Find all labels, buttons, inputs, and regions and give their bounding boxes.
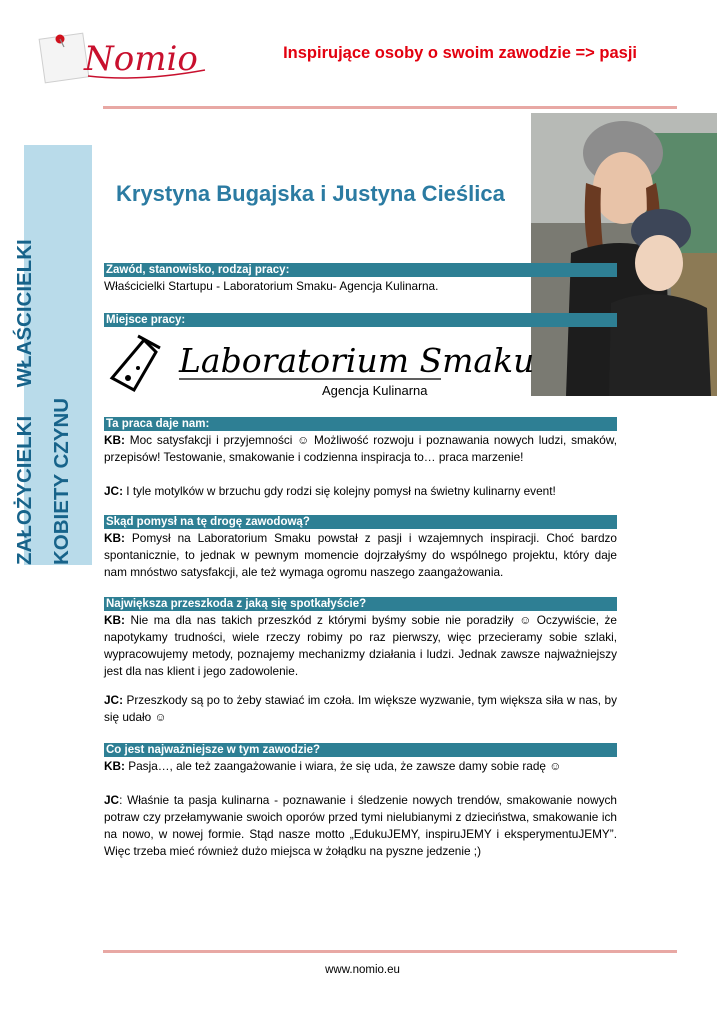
occupation-text: Właścicielki Startupu - Laboratorium Smaku- Agencja Kulinarna. <box>104 279 439 293</box>
important-jc <box>104 792 617 860</box>
gives-jc-text: I tyle motylków w brzuchu gdy rodzi się kolejny pomysł na świetny kulinarny event! <box>123 484 556 498</box>
bottom-divider <box>103 950 677 953</box>
important-heading: Co jest najważniejsze w tym zawodzie? <box>104 743 617 757</box>
workplace-heading: Miejsce pracy: <box>104 313 617 327</box>
page-title: Krystyna Bugajska i Justyna Cieślica <box>116 181 505 206</box>
gives-jc <box>104 483 617 500</box>
obstacle-heading: Największa przeszkoda z jaką się spotkałyście? <box>104 597 617 611</box>
logo-name: Laboratorium Smaku <box>179 341 535 380</box>
important-kb-text: Pasja…, ale też zaangażowanie i wiara, że się uda, że zawsze damy sobie radę ☺ <box>124 759 562 773</box>
logo-text: Nomio <box>84 39 198 79</box>
nomio-logo <box>40 30 210 85</box>
important-kb-label: KB: <box>104 759 125 773</box>
top-divider <box>103 106 677 109</box>
obstacle-jc-label: JC: <box>104 693 124 707</box>
obstacle-kb <box>104 612 617 680</box>
idea-kb <box>104 530 617 581</box>
footer-url[interactable]: www.nomio.eu <box>325 964 400 976</box>
idea-kb-label: KB: <box>104 531 125 545</box>
gives-kb <box>104 432 617 466</box>
important-jc-label: JC <box>104 793 120 807</box>
gives-kb-text: Moc satysfakcji i przyjemności ☺ Możliwość rozwoju i poznawania nowych ludzi, smaków, przepisów! Testowanie, smakowanie i codzienna inspiracja to… praca marzenie! <box>104 433 617 464</box>
gives-jc-label: JC: <box>104 484 124 498</box>
idea-heading: Skąd pomysł na tę drogę zawodową? <box>104 515 617 529</box>
idea-kb-text: Pomysł na Laboratorium Smaku powstał z pasji i wzajemnych inspiracji. Choć bardzo spontanicznie, to jednak w pewnym momencie dojrzałyśmy do wspólnego projektu, który daje nam mnóstwo satysfakcji, ale też wymaga ogromu naszego zaangażowania. <box>104 531 617 579</box>
side-line-1: ZAŁOŻYCIELKI WŁAŚCICIELKI <box>13 239 36 565</box>
laboratorium-smaku-logo <box>104 330 535 402</box>
gives-kb-label: KB: <box>104 433 125 447</box>
founders-photo <box>531 113 717 396</box>
occupation-heading: Zawód, stanowisko, rodzaj pracy: <box>104 263 617 277</box>
side-line-2: KOBIETY CZYNU <box>50 397 73 565</box>
obstacle-jc <box>104 692 617 726</box>
logo-sub: Agencja Kulinarna <box>322 383 428 398</box>
side-banner-text <box>6 145 81 565</box>
flask-icon <box>112 336 160 390</box>
obstacle-jc-text: Przeszkody są po to żeby stawiać im czoła. Im większe wyzwanie, tym większa siła w nas, by się udało ☺ <box>104 693 617 724</box>
important-kb <box>104 758 617 775</box>
tagline: Inspirujące osoby o swoim zawodzie => pasji <box>283 44 637 62</box>
obstacle-kb-label: KB: <box>104 613 125 627</box>
obstacle-kb-text: Nie ma dla nas takich przeszkód z którymi byśmy sobie nie poradziły ☺ Oczywiście, że napotykamy trudności, wiele rzeczy robimy po raz pierwszy, więc przecieramy sobie szlaki, wypracowujemy metody, poznajemy mechanizmy działania i ludzi. Jednak zawsze najważniejszy jest dla nas klient i jego zadowolenie. <box>104 613 617 678</box>
gives-heading: Ta praca daje nam: <box>104 417 617 431</box>
important-jc-text: : Właśnie ta pasja kulinarna - poznawanie i śledzenie nowych trendów, smakowanie nowych potraw czy przełamywanie swoich oporów przed tymi nielubianymi z dzieciństwa, smakowanie ich na nowo, w nowej formie. Stąd nasze motto „EdukuJEMY, inspiruJEMY i eksperymentuJEMY”. Więc trzeba mieć również dużo miejsca w żołądku na pyszne jedzenie ;) <box>104 793 617 858</box>
